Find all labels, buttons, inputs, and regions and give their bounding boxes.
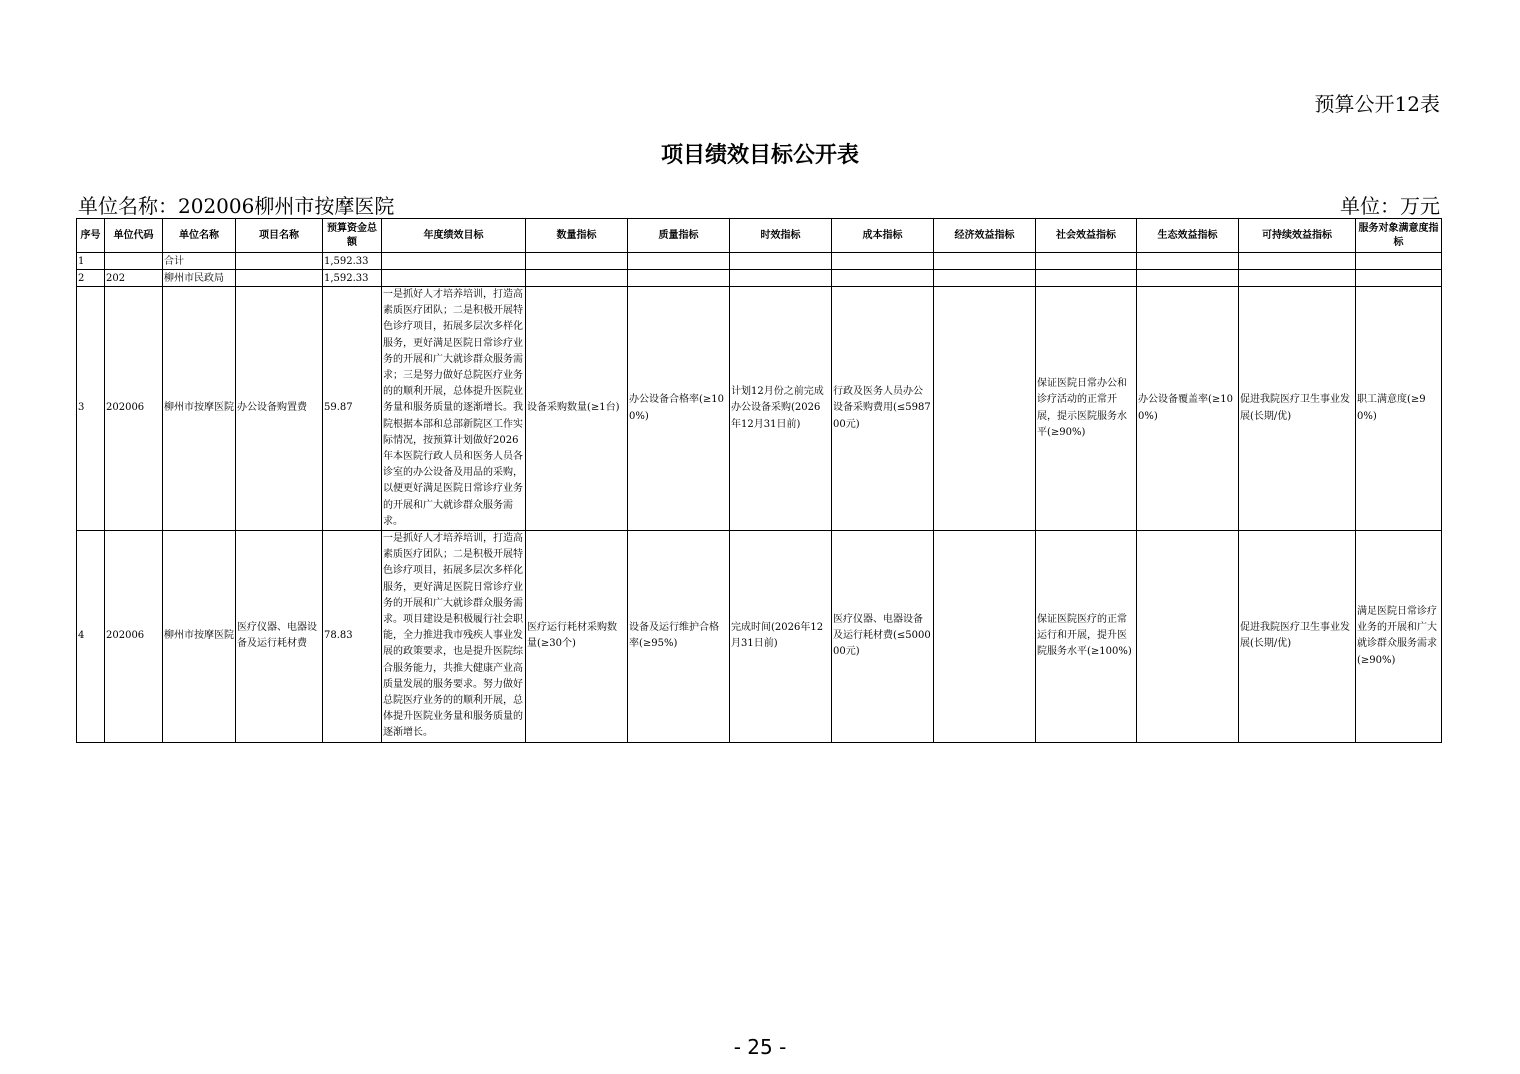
cell-satisfaction xyxy=(1356,270,1442,287)
cell-timeliness: 计划12月份之前完成办公设备采购(2026年12月31日前) xyxy=(730,287,832,531)
cell-ecological xyxy=(1137,531,1239,743)
cell-quality xyxy=(628,270,730,287)
header-economic: 经济效益指标 xyxy=(934,219,1036,253)
header-quality: 质量指标 xyxy=(628,219,730,253)
cell-code: 202006 xyxy=(105,287,163,531)
cell-goal xyxy=(382,253,526,270)
cell-quality: 设备及运行维护合格率(≥95%) xyxy=(628,531,730,743)
header-annual-goal: 年度绩效目标 xyxy=(382,219,526,253)
cell-social: 保证医院日常办公和诊疗活动的正常开展，提示医院服务水平(≥90%) xyxy=(1036,287,1137,531)
header-satisfaction: 服务对象满意度指标 xyxy=(1356,219,1442,253)
cell-quantity xyxy=(526,253,628,270)
table-row xyxy=(77,253,1442,270)
cell-goal: 一是抓好人才培养培训，打造高素质医疗团队；二是积极开展特色诊疗项目，拓展多层次多样化服务，更好满足医院日常诊疗业务的开展和广大就诊群众服务需求；三是努力做好总院医疗业务的的顺利开展，总体提升医院业务量和服务质量的逐渐增长。我院根据本部和总部新院区工作实际情况，按预算计划做好2026年本医院行政人员和医务人员各诊室的办公设备及用品的采购，以便更好满足医院日常诊疗业务的开展和广大就诊群众服务需求。 xyxy=(382,287,526,531)
cell-ecological: 办公设备覆盖率(≥100%) xyxy=(1137,287,1239,531)
cell-project: 办公设备购置费 xyxy=(236,287,323,531)
table-header-row xyxy=(77,219,1442,253)
cell-seq: 2 xyxy=(77,270,105,287)
cell-economic xyxy=(934,270,1036,287)
cell-social xyxy=(1036,270,1137,287)
header-unit-name: 单位名称 xyxy=(163,219,236,253)
form-number: 预算公开12表 xyxy=(1314,92,1440,116)
cell-cost: 医疗仪器、电器设备及运行耗材费(≤500000元) xyxy=(832,531,934,743)
cell-economic xyxy=(934,287,1036,531)
cell-code: 202006 xyxy=(105,531,163,743)
page-title: 项目绩效目标公开表 xyxy=(660,143,859,168)
cell-quantity: 设备采购数量(≥1台) xyxy=(526,287,628,531)
header-quantity: 数量指标 xyxy=(526,219,628,253)
table-row xyxy=(77,287,1442,531)
cell-ecological xyxy=(1137,253,1239,270)
header-timeliness: 时效指标 xyxy=(730,219,832,253)
cell-seq: 1 xyxy=(77,253,105,270)
cell-budget: 78.83 xyxy=(323,531,382,743)
cell-sustainable xyxy=(1239,270,1356,287)
cell-code xyxy=(105,253,163,270)
unit-name-label: 单位名称：202006柳州市按摩医院 xyxy=(78,194,395,218)
unit-measure-label: 单位：万元 xyxy=(1340,194,1440,218)
table-row xyxy=(77,270,1442,287)
header-social: 社会效益指标 xyxy=(1036,219,1137,253)
cell-social xyxy=(1036,253,1137,270)
cell-budget: 1,592.33 xyxy=(323,270,382,287)
cell-quality xyxy=(628,253,730,270)
header-sustainable: 可持续效益指标 xyxy=(1239,219,1356,253)
cell-project: 医疗仪器、电器设备及运行耗材费 xyxy=(236,531,323,743)
header-budget: 预算资金总额 xyxy=(323,219,382,253)
cell-economic xyxy=(934,253,1036,270)
cell-sustainable: 促进我院医疗卫生事业发展(长期/优) xyxy=(1239,287,1356,531)
cell-cost xyxy=(832,253,934,270)
cell-quantity: 医疗运行耗材采购数量(≥30个) xyxy=(526,531,628,743)
cell-timeliness: 完成时间(2026年12月31日前) xyxy=(730,531,832,743)
cell-budget: 59.87 xyxy=(323,287,382,531)
cell-code: 202 xyxy=(105,270,163,287)
cell-timeliness xyxy=(730,253,832,270)
cell-seq: 4 xyxy=(77,531,105,743)
cell-project xyxy=(236,253,323,270)
cell-satisfaction xyxy=(1356,253,1442,270)
performance-table xyxy=(76,218,1442,743)
cell-ecological xyxy=(1137,270,1239,287)
cell-cost xyxy=(832,270,934,287)
cell-quantity xyxy=(526,270,628,287)
header-seq: 序号 xyxy=(77,219,105,253)
cell-social: 保证医院医疗的正常运行和开展，提升医院服务水平(≥100%) xyxy=(1036,531,1137,743)
cell-sustainable xyxy=(1239,253,1356,270)
header-project-name: 项目名称 xyxy=(236,219,323,253)
header-ecological: 生态效益指标 xyxy=(1137,219,1239,253)
cell-economic xyxy=(934,531,1036,743)
cell-project xyxy=(236,270,323,287)
cell-unit: 柳州市民政局 xyxy=(163,270,236,287)
cell-timeliness xyxy=(730,270,832,287)
cell-goal xyxy=(382,270,526,287)
cell-unit: 合计 xyxy=(163,253,236,270)
cell-satisfaction: 满足医院日常诊疗业务的开展和广大就诊群众服务需求(≥90%) xyxy=(1356,531,1442,743)
cell-goal: 一是抓好人才培养培训，打造高素质医疗团队；二是积极开展特色诊疗项目，拓展多层次多样化服务，更好满足医院日常诊疗业务的开展和广大就诊群众服务需求。项目建设是积极履行社会职能，全力推进我市残疾人事业发展的政策要求，也是提升医院综合服务能力，共推大健康产业高质量发展的服务要求。努力做好总院医疗业务的的顺利开展，总体提升医院业务量和服务质量的逐渐增长。 xyxy=(382,531,526,743)
table-row xyxy=(77,531,1442,743)
page-number: - 25 - xyxy=(733,1035,787,1059)
cell-seq: 3 xyxy=(77,287,105,531)
header-unit-code: 单位代码 xyxy=(105,219,163,253)
cell-sustainable: 促进我院医疗卫生事业发展(长期/优) xyxy=(1239,531,1356,743)
cell-unit: 柳州市按摩医院 xyxy=(163,287,236,531)
cell-quality: 办公设备合格率(≥100%) xyxy=(628,287,730,531)
cell-satisfaction: 职工满意度(≥90%) xyxy=(1356,287,1442,531)
cell-cost: 行政及医务人员办公设备采购费用(≤598700元) xyxy=(832,287,934,531)
header-cost: 成本指标 xyxy=(832,219,934,253)
cell-budget: 1,592.33 xyxy=(323,253,382,270)
cell-unit: 柳州市按摩医院 xyxy=(163,531,236,743)
